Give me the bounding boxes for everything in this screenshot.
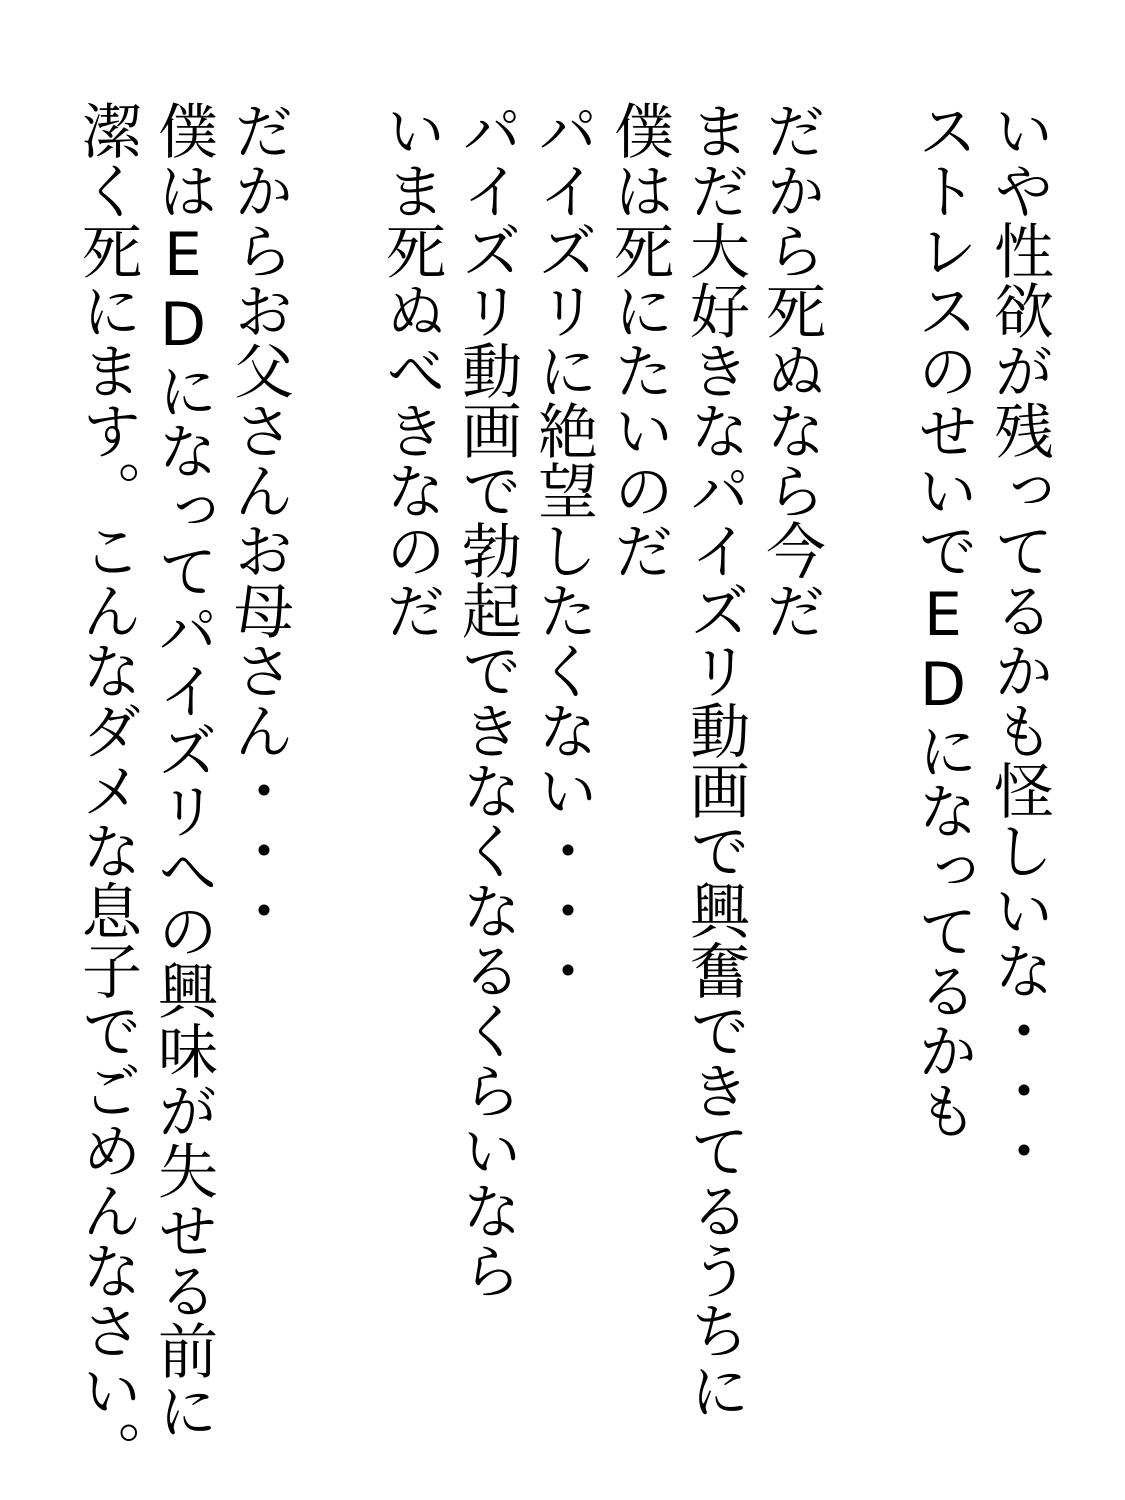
text-line: まだ大好きなパイズリ動画で興奮できてるうちに [680,100,750,1420]
text-line: パイズリに絶望したくない・・・ [528,100,598,1000]
text-line: だからお父さんお母さん・・・ [224,100,294,940]
text-line: 潔く死にます。こんなダメな息子でごめんなさい。 [72,100,142,1480]
text-line: ストレスのせいでEDになってるかも [908,100,978,1140]
paragraph-3 [69,100,297,1500]
text-line: パイズリ動画で勃起できなくなるくらいなら [452,100,522,1300]
text-line: だから死ぬなら今だ [756,100,826,640]
paragraph-1 [905,100,1057,1500]
text-line: いや性欲が残ってるかも怪しいな・・・ [984,100,1054,1180]
vertical-text-block [69,100,1057,1500]
text-line: 僕はEDになってパイズリへの興味が失せる前に [148,100,218,1440]
paragraph-2 [373,100,829,1500]
text-line: 僕は死にたいのだ [604,100,674,580]
text-line: いま死ぬべきなのだ [376,100,446,640]
